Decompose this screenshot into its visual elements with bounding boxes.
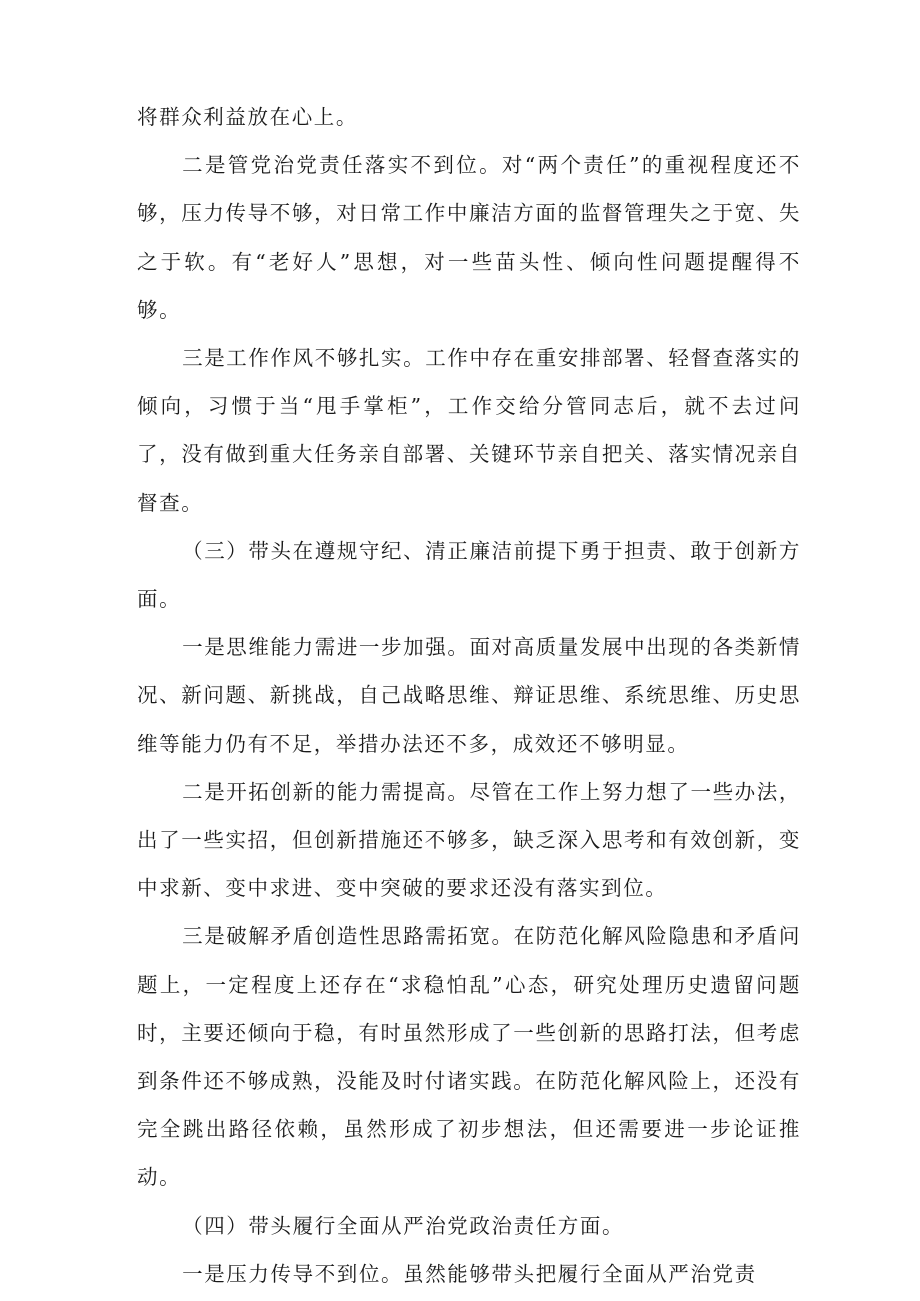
paragraph-responsibility: 二是管党治党责任落实不到位。对“两个责任”的重视程度还不够，压力传导不够，对日常工作中廉洁方面的监督管理失之于宽、失之于软。有“老好人”思想，对一些苗头性、倾向性问题提醒得不够。	[137, 153, 801, 322]
paragraph-resolving-conflicts: 三是破解矛盾创造性思路需拓宽。在防范化解风险隐患和矛盾问题上，一定程度上还存在“求稳怕乱”心态，研究处理历史遗留问题时，主要还倾向于稳，有时虽然形成了一些创新的思路打法，但考虑到条件还不够成熟，没能及时付诸实践。在防范化解风险上，还没有完全跳出路径依赖，虽然形成了初步想法，但还需要进一步论证推动。	[137, 924, 801, 1190]
paragraph-thinking-ability: 一是思维能力需进一步加强。面对高质量发展中出现的各类新情况、新问题、新挑战，自己战略思维、辩证思维、系统思维、历史思维等能力仍有不足，举措办法还不多，成效还不够明显。	[137, 635, 801, 756]
paragraph-innovation: 二是开拓创新的能力需提高。尽管在工作上努力想了一些办法，出了一些实招，但创新措施还不够多，缺乏深入思考和有效创新，变中求新、变中求进、变中突破的要求还没有落实到位。	[137, 779, 801, 901]
paragraph-pressure: 一是压力传导不到位。虽然能够带头把履行全面从严治党责	[182, 1261, 757, 1286]
paragraph-work-style: 三是工作作风不够扎实。工作中存在重安排部署、轻督查落实的倾向，习惯于当“甩手掌柜”，工作交给分管同志后，就不去过问了，没有做到重大任务亲自部署、关键环节亲自把关、落实情况亲自督查。	[137, 346, 801, 515]
section-heading-four: （四）带头履行全面从严治党政治责任方面。	[182, 1213, 625, 1238]
section-heading-three: （三）带头在遵规守纪、清正廉洁前提下勇于担责、敢于创新方面。	[137, 538, 801, 612]
document-body	[137, 93, 801, 1298]
paragraph-continuation: 将群众利益放在心上。	[137, 105, 358, 129]
